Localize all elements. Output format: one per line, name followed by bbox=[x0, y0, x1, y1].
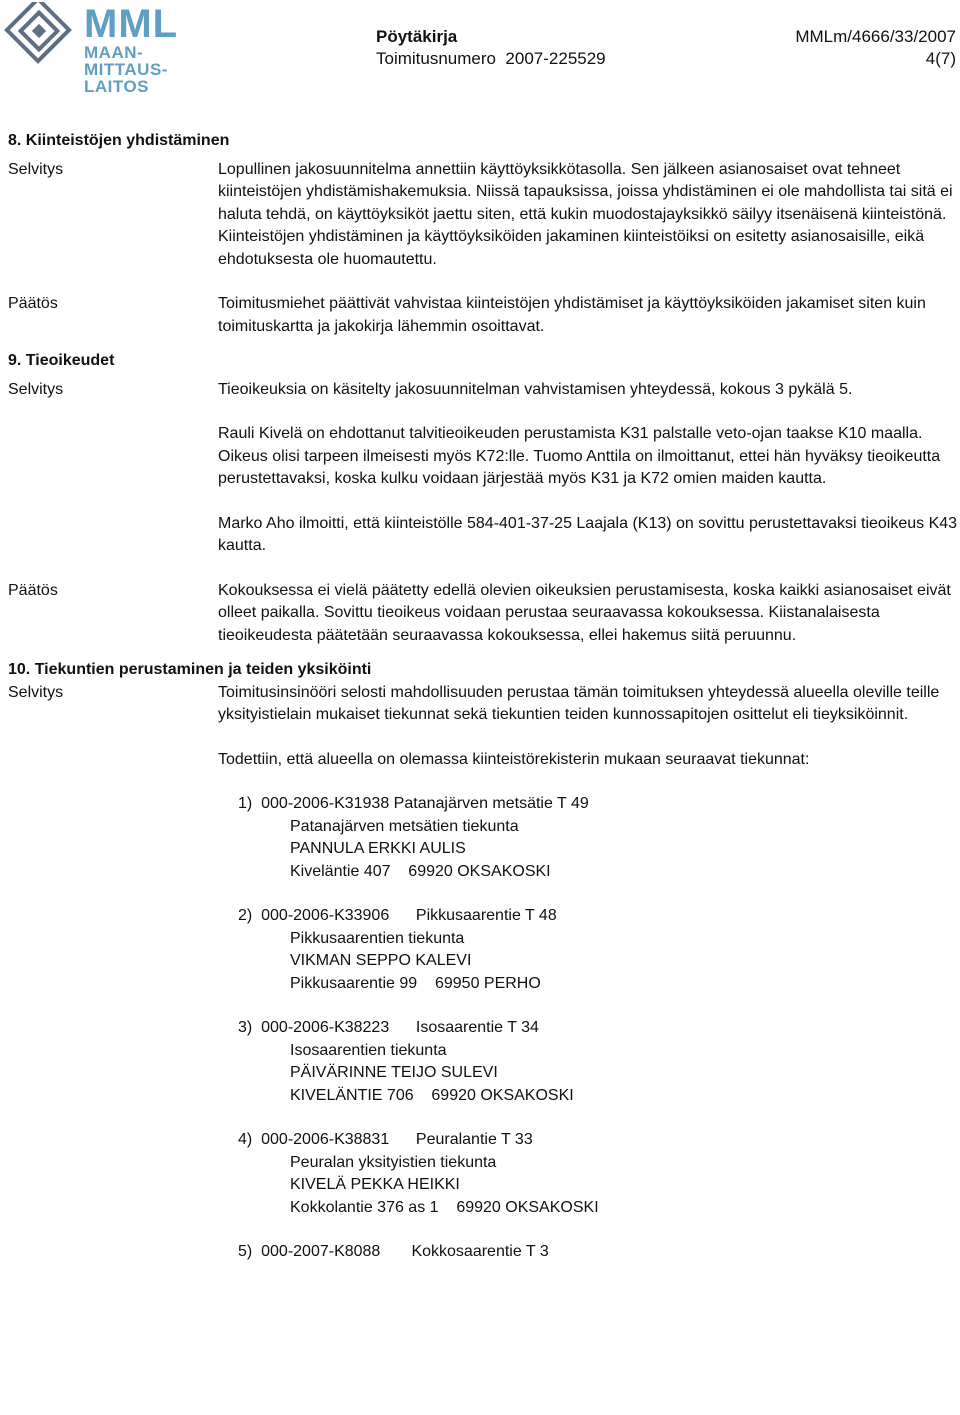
paragraph: Todettiin, että alueella on olemassa kiinteistörekisterin mukaan seuraavat tiekunnat: bbox=[218, 750, 810, 768]
road-id: 4) 000-2006-K38831 Peuralantie T 33 bbox=[238, 1131, 533, 1148]
road-id: 2) 000-2006-K33906 Pikkusaarentie T 48 bbox=[238, 907, 557, 924]
logo-wordmark bbox=[84, 4, 178, 95]
road-association: Peuralan yksityistien tiekunta bbox=[290, 1153, 497, 1171]
road-address: Kiveläntie 407 69920 OKSAKOSKI bbox=[290, 862, 551, 880]
road-id: 3) 000-2006-K38223 Isosaarentie T 34 bbox=[238, 1019, 539, 1036]
selvitys-label: Selvitys bbox=[8, 683, 64, 701]
section-8-paatos bbox=[8, 293, 958, 338]
case-number: Toimitusnumero 2007-225529 bbox=[376, 49, 606, 68]
section-10-selvitys bbox=[8, 682, 958, 772]
document-type: Pöytäkirja bbox=[376, 27, 458, 46]
road-owner: PÄIVÄRINNE TEIJO SULEVI bbox=[290, 1064, 498, 1081]
paragraph: Marko Aho ilmoitti, että kiinteistölle 584-401-37-25 Laajala (K13) on sovittu perustettavaksi tieoikeus K43 kautta. bbox=[218, 514, 958, 554]
road-id: 5) 000-2007-K8088 Kokkosaarentie T 3 bbox=[238, 1243, 549, 1260]
paatos-text: Kokouksessa ei vielä päätetty edellä olevien oikeuksien perustamisesta, koska kaikki asianosaiset eivät olleet paikalla. Sovittu tieoikeus voidaan perustaa seuraavassa kokouksessa. Kiistanalaisesta tieoikeudesta päätetään seuraavassa kokouksessa, ellei hakemus siitä peruunnu. bbox=[218, 581, 951, 644]
selvitys-text: Lopullinen jakosuunnitelma annettiin käyttöyksikkötasolla. Sen jälkeen asianosaiset ovat tehneet kiinteistöjen yhdistämishakemuksia. Niissä tapauksissa, joissa yhdistäminen ei ole mahdollista tai sitä ei haluta tehdä, on käyttöyksiköt jaettu siten, että kukin muodostajayksikkö säilyy itsenäisenä kiinteistönä. Kiinteistöjen yhdistäminen ja käyttöyksiköiden jakaminen kiinteistöiksi on esitetty asianosaisille, eikä ehdotuksesta ole huomautettu. bbox=[218, 160, 953, 268]
document-body bbox=[8, 130, 958, 1286]
road-owner: PANNULA ERKKI AULIS bbox=[290, 840, 466, 857]
section-9-selvitys bbox=[8, 379, 958, 558]
road-address: Kokkolantie 376 as 1 69920 OKSAKOSKI bbox=[290, 1198, 599, 1216]
paragraph: Toimitusinsinööri selosti mahdollisuuden perustaa tämän toimituksen yhteydessä alueella oleville teille yksityistielain mukaiset tiekunnat sekä tiekuntien teiden kunnossapitojen osittelut eli tieyksiköinnit. bbox=[218, 683, 940, 723]
logo-line-1: MAAN- bbox=[84, 43, 144, 62]
road-entry-4 bbox=[238, 1129, 958, 1219]
section-9-heading: 9. Tieoikeudet bbox=[8, 352, 115, 369]
logo-line-3: LAITOS bbox=[84, 77, 150, 96]
road-association: Patanajärven metsätien tiekunta bbox=[290, 817, 519, 835]
paragraph: Rauli Kivelä on ehdottanut talvitieoikeuden perustamista K31 palstalle veto-ojan taakse K10 maalla. Oikeus olisi tarpeen ilmeisesti myös K72:lle. Tuomo Anttila on ilmoittanut, ettei hän hyväksy tieoikeutta perustettavaksi, koska kulku voidaan järjestää myös K31 ja K72 omien maiden kautta. bbox=[218, 425, 941, 487]
selvitys-label: Selvitys bbox=[8, 380, 64, 398]
road-owner: VIKMAN SEPPO KALEVI bbox=[290, 952, 472, 969]
section-8-heading: 8. Kiinteistöjen yhdistäminen bbox=[8, 132, 230, 149]
logo-line-2: MITTAUS- bbox=[84, 60, 168, 79]
road-address: KIVELÄNTIE 706 69920 OKSAKOSKI bbox=[290, 1086, 574, 1104]
reference-number: MMLm/4666/33/2007 bbox=[795, 27, 956, 46]
logo-mml: MML bbox=[84, 2, 179, 46]
road-association-list bbox=[238, 793, 958, 1264]
road-association: Isosaarentien tiekunta bbox=[290, 1041, 447, 1059]
document-header bbox=[376, 26, 606, 70]
road-entry-2 bbox=[238, 905, 958, 995]
road-owner: KIVELÄ PEKKA HEIKKI bbox=[290, 1176, 460, 1193]
road-entry-5 bbox=[238, 1241, 958, 1264]
road-entry-1 bbox=[238, 793, 958, 883]
section-10-heading: 10. Tiekuntien perustaminen ja teiden yksiköinti bbox=[8, 661, 372, 678]
road-association: Pikkusaarentien tiekunta bbox=[290, 929, 465, 947]
section-8-selvitys bbox=[8, 159, 958, 272]
mml-logo bbox=[4, 2, 179, 96]
selvitys-text bbox=[218, 379, 958, 558]
paatos-label: Päätös bbox=[8, 581, 58, 599]
road-id: 1) 000-2006-K31938 Patanajärven metsätie T 49 bbox=[238, 795, 589, 812]
road-entry-3 bbox=[238, 1017, 958, 1107]
section-9-paatos bbox=[8, 580, 958, 648]
selvitys-text bbox=[218, 682, 958, 772]
logo-mark-icon bbox=[4, 2, 82, 68]
paatos-text: Toimitusmiehet päättivät vahvistaa kiinteistöjen yhdistämiset ja käyttöyksiköiden jakamiset siten kuin toimituskartta ja jakokirja lähemmin osoittavat. bbox=[218, 295, 926, 335]
road-address: Pikkusaarentie 99 69950 PERHO bbox=[290, 974, 541, 992]
document-reference bbox=[795, 26, 956, 70]
page-number: 4(7) bbox=[925, 49, 956, 68]
paragraph: Tieoikeuksia on käsitelty jakosuunnitelman vahvistamisen yhteydessä, kokous 3 pykälä 5. bbox=[218, 380, 853, 398]
selvitys-label: Selvitys bbox=[8, 160, 64, 178]
paatos-label: Päätös bbox=[8, 295, 58, 312]
